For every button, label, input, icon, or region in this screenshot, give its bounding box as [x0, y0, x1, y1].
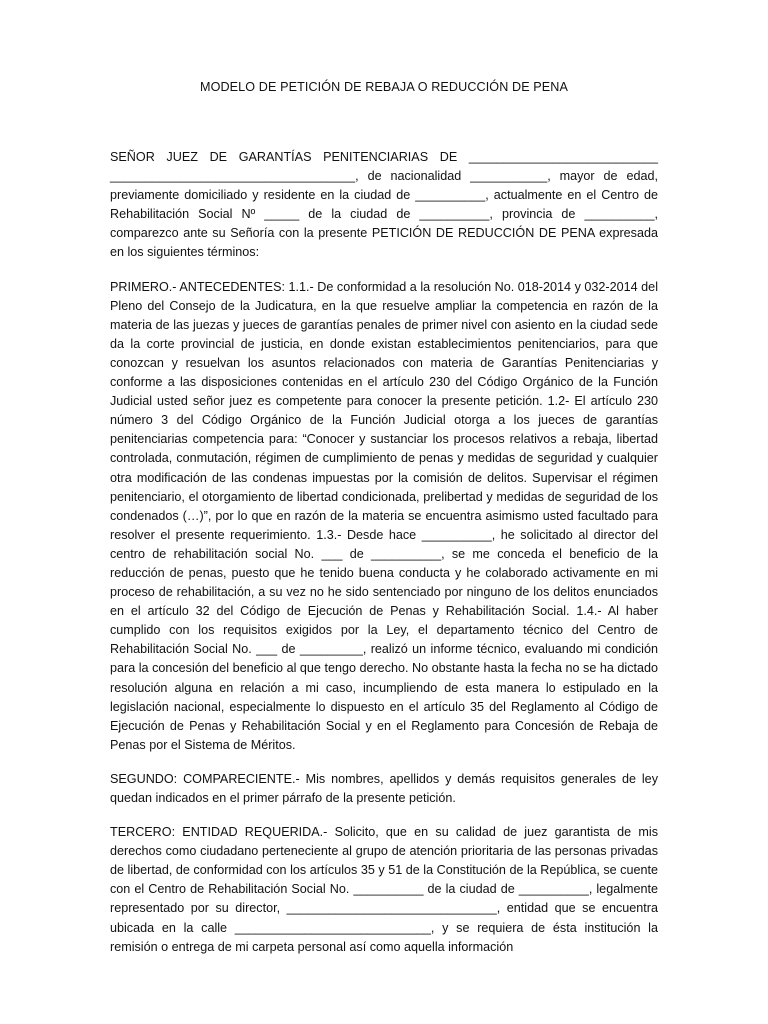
paragraph-tercero-entidad-requerida: TERCERO: ENTIDAD REQUERIDA.- Solicito, que en su calidad de juez garantista de mis derechos como ciudadano perteneciente al grupo de atención prioritaria de las personas privadas de libertad, de conformidad con los artículos 35 y 51 de la Constitución de la República, se cuente con el Centro de Rehabilitación Social No. __________ de la ciudad de __________, legalmente representado por su director, ______________________________, entidad que se encuentra ubicada en la calle ____________________________, y se requiera de ésta institución la remisión o entrega de mi carpeta personal así como aquella información	[110, 825, 658, 954]
paragraph-primero-antecedentes: PRIMERO.- ANTECEDENTES: 1.1.- De conformidad a la resolución No. 018-2014 y 032-2014 del Pleno del Consejo de la Judicatura, en la que resuelve ampliar la competencia en razón de la materia de las juezas y jueces de garantías penales de primer nivel con asiento en la ciudad sede da la corte provincial de justicia, en donde existan establecimientos penitenciarios, para que conozcan y resuelvan los asuntos relacionados con materia de Garantías Penitenciarias y conforme a las disposiciones contenidas en el artículo 230 del Código Orgánico de la Función Judicial usted señor juez es competente para conocer la presente petición. 1.2- El artículo 230 número 3 del Código Orgánico de la Función Judicial otorga a los jueces de garantías penitenciarias competencia para: “Conocer y sustanciar los procesos relativos a rebaja, libertad controlada, conmutación, régimen de cumplimiento de penas y medidas de seguridad y cualquier otra modificación de las condenas impuestas por la comisión de delitos. Supervisar el régimen penitenciario, el otorgamiento de libertad condicionada, prelibertad y medidas de seguridad de los condenados (…)”, por lo que en razón de la materia se encuentra asimismo usted facultado para resolver el presente requerimiento. 1.3.- Desde hace __________, he solicitado al director del centro de rehabilitación social No. ___ de __________, se me conceda el beneficio de la reducción de penas, puesto que he tenido buena conducta y he colaborado activamente en mi proceso de rehabilitación, a su vez no he sido sentenciado por ninguno de los delitos enunciados en el artículo 32 del Código de Ejecución de Penas y Rehabilitación Social. 1.4.- Al haber cumplido con los requisitos exigidos por la Ley, el departamento técnico del Centro de Rehabilitación Social No. ___ de _________, realizó un informe técnico, evaluando mi condición para la concesión del beneficio al que tengo derecho. No obstante hasta la fecha no se ha dictado resolución alguna en relación a mi caso, incumpliendo de esta manera lo estipulado en la legislación nacional, especialmente lo dispuesto en el artículo 35 del Reglamento al Código de Ejecución de Penas y Rehabilitación Social y en el Reglamento para Concesión de Rebaja de Penas por el Sistema de Méritos.	[110, 279, 658, 752]
paragraph-segundo-compareciente: SEGUNDO: COMPARECIENTE.- Mis nombres, apellidos y demás requisitos generales de ley quedan indicados en el primer párrafo de la presente petición.	[110, 771, 658, 805]
paragraph-addressee: SEÑOR JUEZ DE GARANTÍAS PENITENCIARIAS DE ___________________________ ___________________________________, de nacionalidad ___________, mayor de edad, previamente domiciliado y residente en la ciudad de __________, actualmente en el Centro de Rehabilitación Social Nº _____ de la ciudad de __________, provincia de __________, comparezco ante su Señoría con la presente PETICIÓN DE REDUCCIÓN DE PENA expresada en los siguientes términos:	[110, 150, 658, 260]
document-title: MODELO DE PETICIÓN DE REBAJA O REDUCCIÓN DE PENA	[200, 80, 568, 94]
